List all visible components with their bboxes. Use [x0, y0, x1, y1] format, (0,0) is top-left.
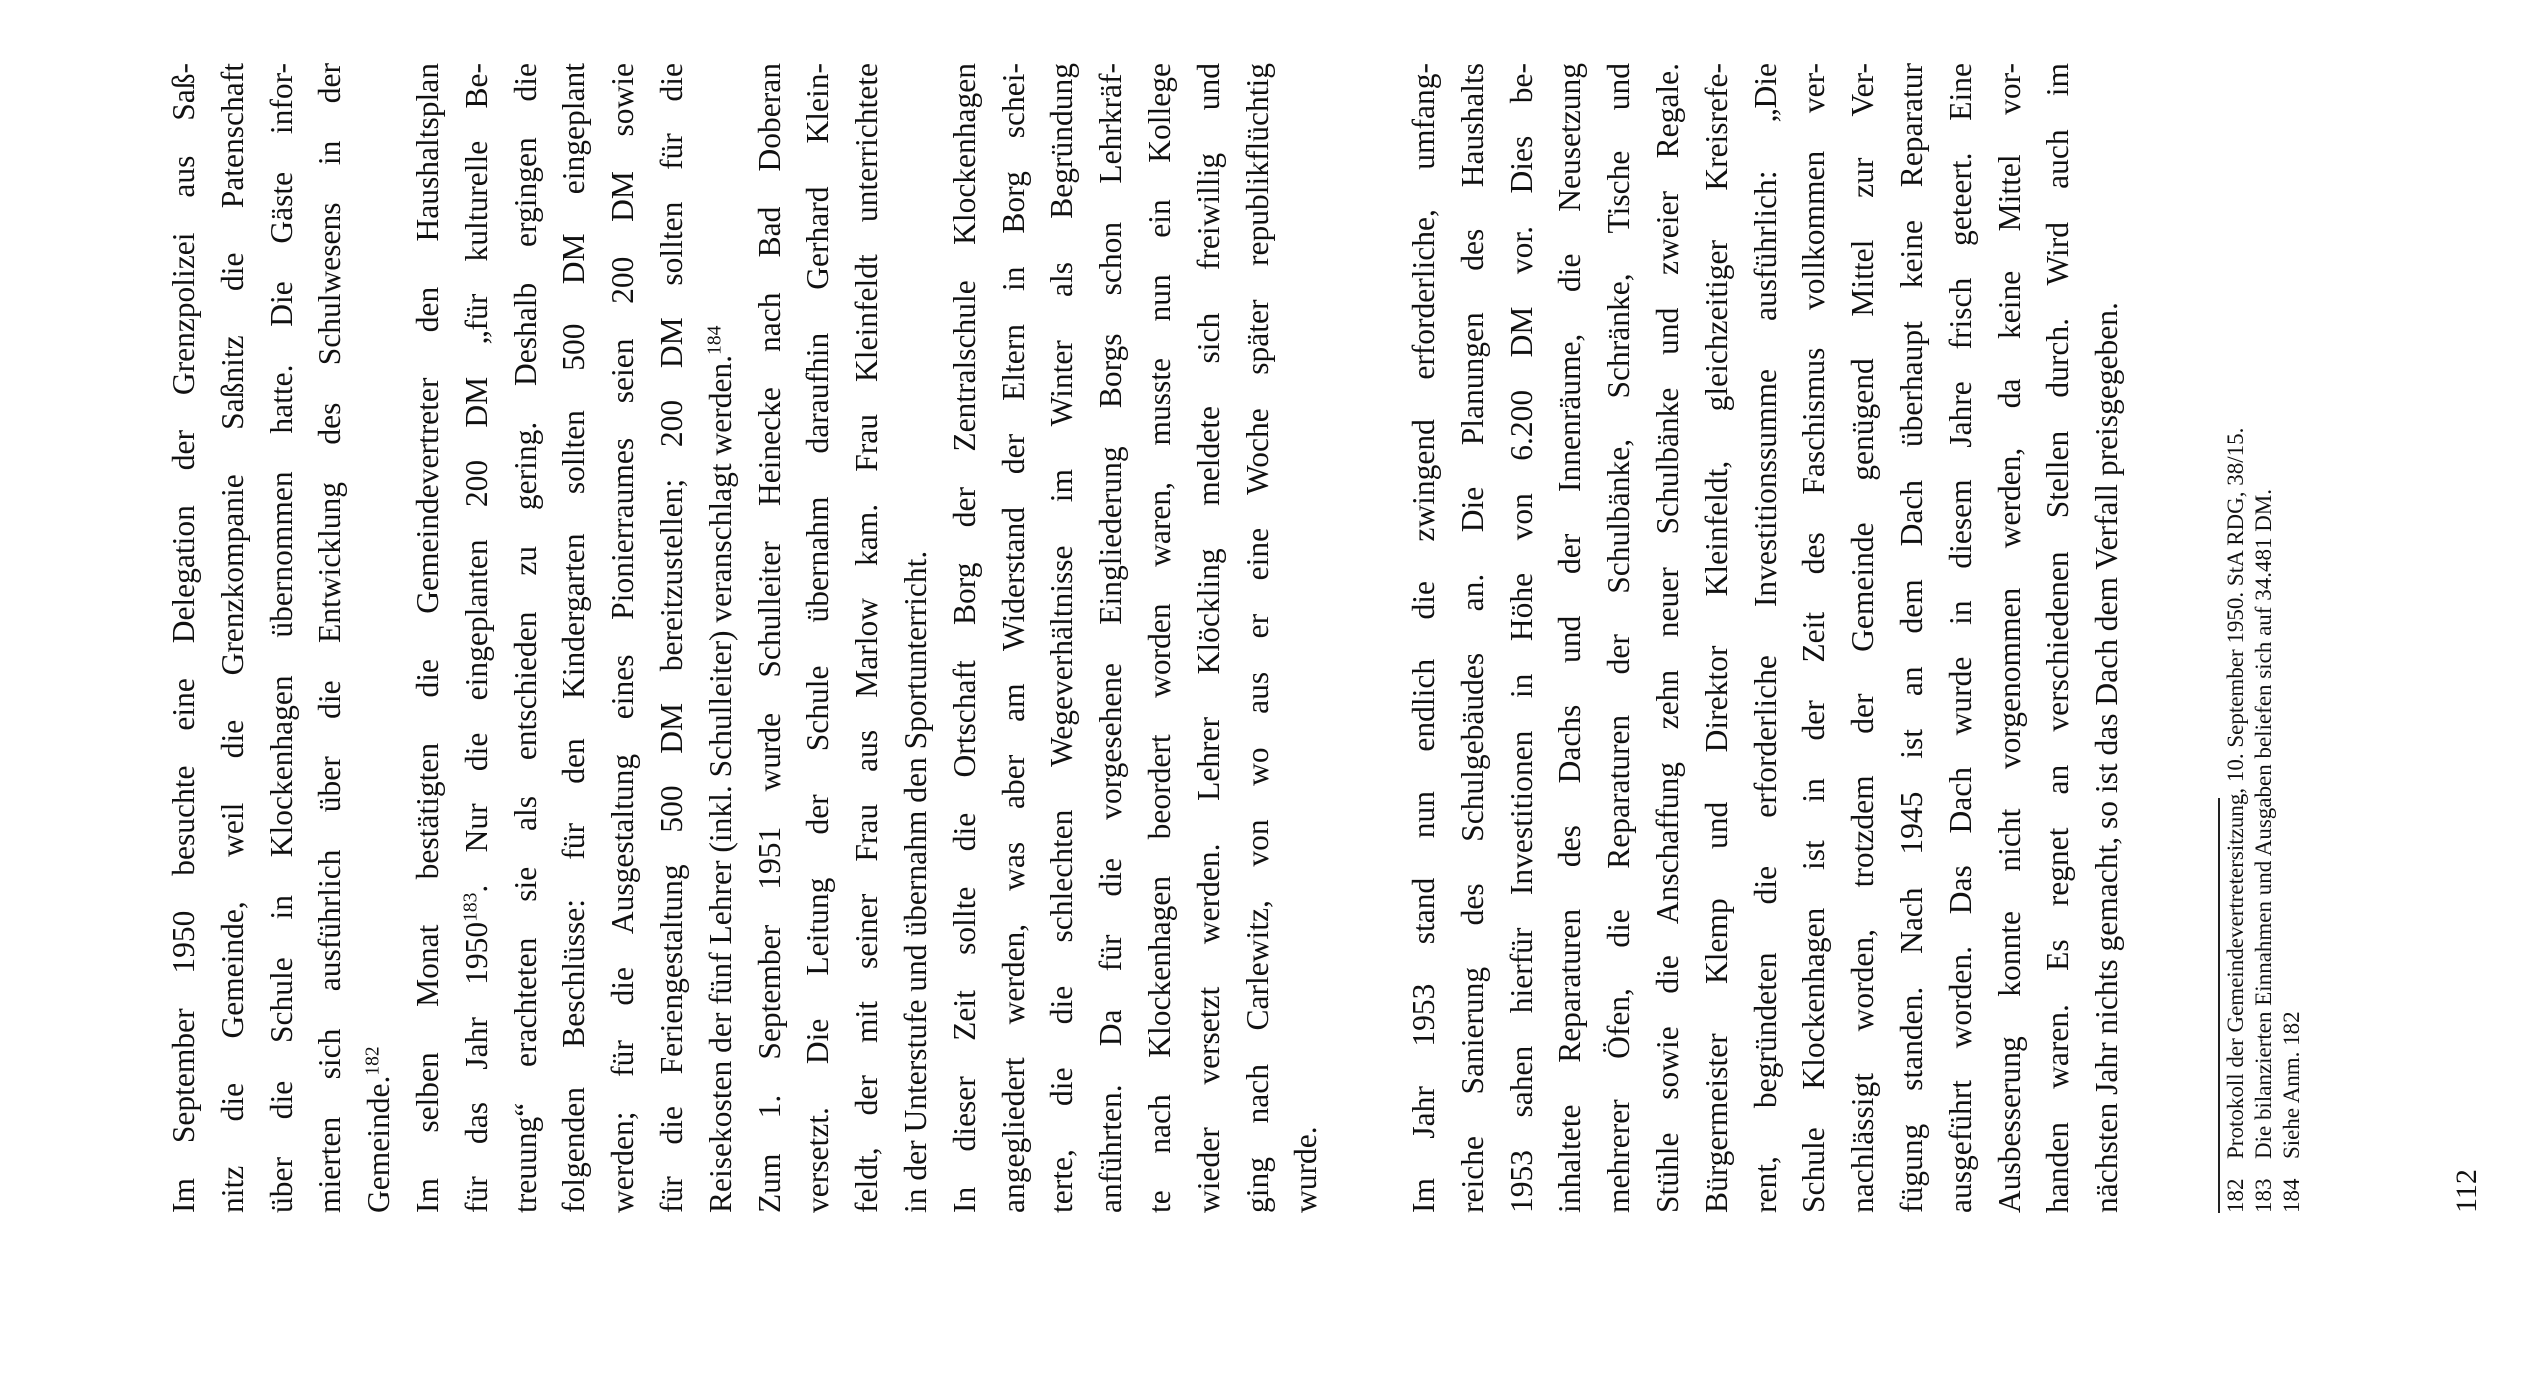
- line-text: werden; für die Ausgestaltung eines Pionierraumes seien 200 DM sowie: [605, 63, 641, 1213]
- line-text: rent, begründeten die erforderliche Investitionssumme ausführlich: „Die: [1747, 63, 1783, 1213]
- text-line: [453, 63, 502, 1213]
- paragraph: [941, 63, 1331, 1213]
- line-text: angegliedert werden, was aber am Widerstand der Eltern in Borg schei-: [995, 63, 1031, 1213]
- text-line: [746, 63, 795, 1213]
- line-text: versetzt. Die Leitung der Schule übernahm daraufhin Gerhard Klein-: [800, 63, 836, 1213]
- text-line: [1282, 63, 1331, 1213]
- line-text: für die Feriengestaltung 500 DM bereitzustellen; 200 DM sollten für die: [653, 63, 689, 1213]
- text-line: [1234, 63, 1283, 1213]
- text-line: [1839, 63, 1888, 1213]
- footnote-rule: [2218, 798, 2220, 1213]
- line-text: folgenden Beschlüsse: für den Kindergarten sollten 500 DM eingeplant: [556, 63, 592, 1213]
- text-line: [1038, 63, 1087, 1213]
- text-line: [648, 63, 697, 1213]
- line-text: Reisekosten der fünf Lehrer (inkl. Schulleiter) veranschlagt werden.: [702, 354, 738, 1213]
- text-line: [1595, 63, 1644, 1213]
- text-line: [1185, 63, 1234, 1213]
- line-text: mierten sich ausführlich über die Entwicklung des Schulwesens in der: [312, 63, 348, 1213]
- footnote-number: 182: [2223, 1178, 2248, 1213]
- paragraph: [160, 63, 404, 1213]
- text-line: [1400, 63, 1449, 1213]
- footnote: [2222, 93, 2250, 1213]
- text-line: [990, 63, 1039, 1213]
- line-text: Gemeinde.: [361, 1075, 397, 1213]
- text-line: [599, 63, 648, 1213]
- text-line: [1790, 63, 1839, 1213]
- footnote-text: Siehe Anm. 182: [2279, 1011, 2304, 1159]
- footnote: [2250, 93, 2278, 1213]
- text-line: [160, 63, 209, 1213]
- line-text: nachlässigt worden, trotzdem der Gemeinde genügend Mittel zur Ver-: [1845, 63, 1881, 1213]
- line-text: reiche Sanierung des Schulgebäudes an. Die Planungen des Haushalts: [1454, 63, 1490, 1213]
- line-text: für das Jahr 1950: [458, 921, 494, 1213]
- text-line: [258, 63, 307, 1213]
- line-text: inhaltete Reparaturen des Dachs und der Innenräume, die Neusetzung: [1552, 63, 1588, 1213]
- text-line: [1888, 63, 1937, 1213]
- line-text: in der Unterstufe und übernahm den Sportunterricht.: [897, 550, 933, 1213]
- line-text: nächsten Jahr nichts gemacht, so ist das Dach dem Verfall preisgegeben.: [2089, 302, 2125, 1213]
- text-line: [355, 63, 404, 1213]
- paragraph: [404, 63, 746, 1213]
- footnotes: [2222, 93, 2306, 1213]
- text-line: [941, 63, 990, 1213]
- text-line: [2083, 63, 2132, 1213]
- footnote-reference: 182: [362, 1046, 384, 1076]
- line-text: In dieser Zeit sollte die Ortschaft Borg der Zentralschule Klockenhagen: [946, 63, 982, 1213]
- page-number: 112: [2450, 1169, 2483, 1213]
- line-text: Im September 1950 besuchte eine Delegation der Grenzpolizei aus Saß-: [166, 63, 201, 1213]
- text-line: [209, 63, 258, 1213]
- line-text-continued: . Nur die eingeplanten 200 DM „für kulturelle Be-: [458, 63, 494, 893]
- text-line: [550, 63, 599, 1213]
- text-line: [843, 63, 892, 1213]
- footnote-reference: 183: [460, 892, 482, 922]
- footnote-number: 183: [2251, 1178, 2276, 1213]
- text-line: [1742, 63, 1791, 1213]
- footnote-text: Die bilanzierten Einnahmen und Ausgaben beliefen sich auf 34.481 DM.: [2251, 488, 2276, 1159]
- line-text: Im Jahr 1953 stand nun endlich die zwingend erforderliche, umfang-: [1406, 63, 1441, 1213]
- text-line: [1644, 63, 1693, 1213]
- line-text: Im selben Monat bestätigten die Gemeindevertreter den Haushaltsplan: [409, 63, 445, 1213]
- line-text: treuung“ erachteten sie als entschieden zu gering. Deshalb ergingen die: [507, 63, 543, 1213]
- footnote-text: Protokoll der Gemeindevertretersitzung, 10. September 1950. StA RDG, 38/15.: [2223, 427, 2248, 1159]
- text-line: [1693, 63, 1742, 1213]
- text-line: [1937, 63, 1986, 1213]
- text-line: [404, 63, 453, 1213]
- line-text: handen waren. Es regnet an verschiedenen Stellen durch. Wird auch im: [2040, 63, 2076, 1213]
- paragraph: [1400, 63, 2132, 1213]
- line-text: mehrerer Öfen, die Reparaturen der Schulbänke, Schränke, Tische und: [1601, 63, 1637, 1213]
- line-text: Zum 1. September 1951 wurde Schulleiter Heinecke nach Bad Doberan: [751, 63, 787, 1213]
- line-text: te nach Klockenhagen beordert worden waren, musste nun ein Kollege: [1141, 63, 1177, 1213]
- line-text: wieder versetzt werden. Lehrer Klöckling meldete sich freiwillig und: [1190, 63, 1226, 1213]
- text-column-upper: [160, 63, 1331, 1213]
- text-line: [1546, 63, 1595, 1213]
- footnote: [2278, 93, 2306, 1213]
- line-text: feldt, der mit seiner Frau aus Marlow kam. Frau Kleinfeldt unterrichtete: [849, 63, 885, 1213]
- line-text: Ausbesserung konnte nicht vorgenommen werden, da keine Mittel vor-: [1991, 63, 2027, 1213]
- text-line: [2034, 63, 2083, 1213]
- line-text: nitz die Gemeinde, weil die Grenzkompanie Saßnitz die Patenschaft: [214, 63, 250, 1213]
- line-text: 1953 sahen hierfür Investitionen in Höhe von 6.200 DM vor. Dies be-: [1503, 63, 1539, 1213]
- paragraph: [746, 63, 941, 1213]
- text-line: [794, 63, 843, 1213]
- text-line: [502, 63, 551, 1213]
- footnote-number: 184: [2279, 1178, 2304, 1213]
- line-text: über die Schule in Klockenhagen übernommen hatte. Die Gäste infor-: [263, 63, 299, 1213]
- text-line: [1986, 63, 2035, 1213]
- text-line: [306, 63, 355, 1213]
- line-text: ging nach Carlewitz, von wo aus er eine Woche später republikflüchtig: [1239, 63, 1275, 1213]
- text-line: [1449, 63, 1498, 1213]
- line-text: anführten. Da für die vorgesehene Eingliederung Borgs schon Lehrkräf-: [1093, 63, 1129, 1213]
- line-text: ausgeführt worden. Das Dach wurde in diesem Jahre frisch geteert. Eine: [1942, 63, 1978, 1213]
- text-line: [892, 63, 941, 1213]
- text-line: [1498, 63, 1547, 1213]
- line-text: Schule Klockenhagen ist in der Zeit des Faschismus vollkommen ver-: [1796, 63, 1832, 1213]
- line-text: Bürgermeister Klemp und Direktor Kleinfeldt, gleichzeitiger Kreisrefe-: [1698, 63, 1734, 1213]
- text-column-lower: [1400, 63, 2132, 1213]
- line-text: wurde.: [1288, 1126, 1324, 1213]
- footnote-reference: 184: [704, 325, 726, 355]
- line-text: Stühle sowie die Anschaffung zehn neuer Schulbänke und zweier Regale.: [1649, 63, 1685, 1213]
- text-line: [1136, 63, 1185, 1213]
- text-line: [1087, 63, 1136, 1213]
- text-line: [697, 63, 746, 1213]
- line-text: terte, die die schlechten Wegeverhältnisse im Winter als Begründung: [1044, 63, 1080, 1213]
- line-text: fügung standen. Nach 1945 ist an dem Dach überhaupt keine Reparatur: [1893, 63, 1929, 1213]
